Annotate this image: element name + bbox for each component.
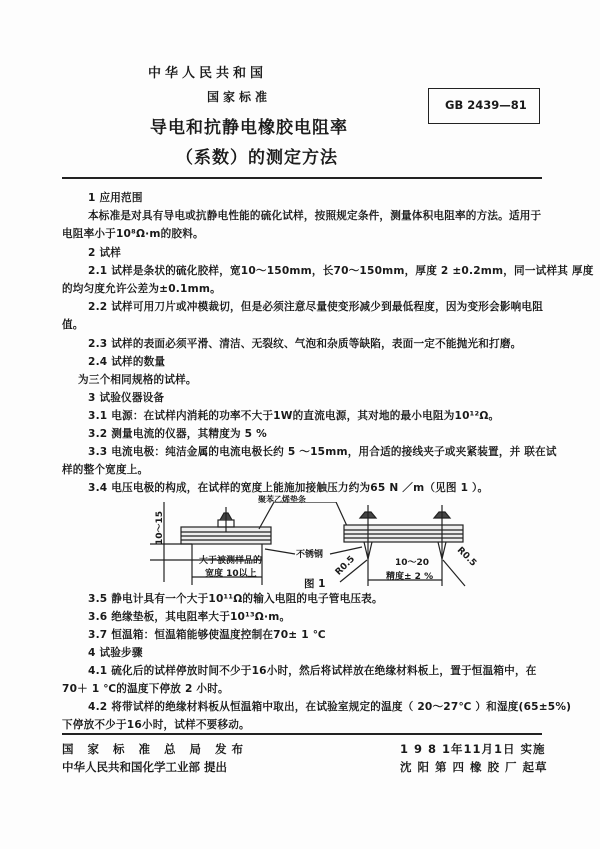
figure-label-pad: 聚苯乙烯垫条 <box>258 495 306 504</box>
paragraph-line: 2.1 试样是条状的硫化胶样，宽10～150mm，长70～150mm，厚度 2 ±0.2mm，同一试样其 厚度 <box>88 265 594 277</box>
paragraph-line: 2.2 试样可用刀片或冲模裁切，但是必须注意尽量使变形减少到最低程度，因为变形会影响电阻 <box>88 301 544 313</box>
figure-label-width-2: 宽度 10以上 <box>205 569 257 579</box>
paragraph-line: 3.6 绝缘垫板，其电阻率大于10¹³Ω·m。 <box>88 611 291 623</box>
category-heading: 国家标准 <box>207 90 272 104</box>
section-heading: 2.4 试样的数量 <box>88 356 166 368</box>
footer-issuer: 国 家 标 准 总 局 发布 <box>62 742 249 756</box>
paragraph-line: 电阻率小于10⁸Ω·m的胶料。 <box>62 228 204 240</box>
figure-label-gap: 10～20 <box>395 558 430 568</box>
figure-caption: 图 1 <box>304 578 326 590</box>
section-heading: 1 应用范围 <box>88 192 143 204</box>
paragraph-line: 4.1 硫化后的试样停放时间不少于16小时，然后将试样放在绝缘材料板上，置于恒温箱中，在 <box>88 665 537 677</box>
figure-label-radius-left: R0.5 <box>333 554 358 578</box>
section-heading: 3 试验仪器设备 <box>88 392 165 404</box>
figure-label-width-1: 大于被测样品的 <box>199 556 263 566</box>
paragraph-line: 下停放不少于16小时，试样不要移动。 <box>62 719 250 731</box>
footer-effective-date: 1 9 8 1年11月1日 实施 <box>400 742 546 756</box>
paragraph-line: 值。 <box>62 319 84 331</box>
figure-label-precision: 精度± 2 % <box>386 572 434 582</box>
paragraph-line: 3.1 电源：在试样内消耗的功率不大于1W的直流电源，其对地的最小电阻为10¹²Ω。 <box>88 410 500 422</box>
paragraph-line: 3.3 电流电极：纯洁金属的电流电极长约 5 ～15mm，用合适的接线夹子或夹紧装置，并 联在试 <box>88 446 557 458</box>
footer-drafter: 沈 阳 第 四 橡 胶 厂 起草 <box>400 760 548 774</box>
paragraph-line: 本标准是对具有导电或抗静电性能的硫化试样，按照规定条件，测量体积电阻率的方法。适用于 <box>88 210 542 222</box>
section-heading: 2 试样 <box>88 247 122 259</box>
paragraph-line: 3.2 测量电流的仪器，其精度为 5 % <box>88 428 267 440</box>
paragraph-line: 3.4 电压电极的构成，在试样的宽度上能施加接触压力约为65 N ／m（见图 1 ）。 <box>88 482 489 494</box>
paragraph-line: 2.3 试样的表面必须平滑、清洁、无裂纹、气泡和杂质等缺陷，表面一定不能抛光和打磨。 <box>88 338 522 350</box>
standard-number-box <box>428 88 540 124</box>
country-heading: 中华人民共和国 <box>148 66 268 81</box>
paragraph-line: 样的整个宽度上。 <box>62 464 149 476</box>
standard-number: GB 2439—81 <box>445 98 527 112</box>
section-heading: 4 试验步骤 <box>88 647 143 659</box>
footer-proposer: 中华人民共和国化学工业部 提出 <box>62 760 228 774</box>
footer-rule <box>62 733 542 735</box>
paragraph-line: 4.2 将带试样的绝缘材料板从恒温箱中取出，在试验室规定的温度（ 20～27℃ ）和湿度(65±5%) <box>88 701 572 713</box>
paragraph-line: 3.5 静电计具有一个大于10¹¹Ω的输入电阻的电子管电压表。 <box>88 593 383 605</box>
figure-label-steel: 不锈钢 <box>296 550 324 560</box>
header-rule <box>62 177 542 179</box>
paragraph-line: 70＋ 1 ℃的温度下停放 2 小时。 <box>62 683 229 695</box>
figure-label-radius-right: R0.5 <box>454 545 479 569</box>
title-line-2: （系数）的测定方法 <box>176 148 338 168</box>
paragraph-line: 的均匀度允许公差为±0.1mm。 <box>62 283 221 295</box>
figure-label-height: 10～15 <box>155 510 165 545</box>
paragraph-line: 3.7 恒温箱：恒温箱能够使温度控制在70± 1 ℃ <box>88 629 326 641</box>
title-line-1: 导电和抗静电橡胶电阻率 <box>150 118 348 138</box>
paragraph-line: 为三个相同规格的试样。 <box>78 374 197 386</box>
